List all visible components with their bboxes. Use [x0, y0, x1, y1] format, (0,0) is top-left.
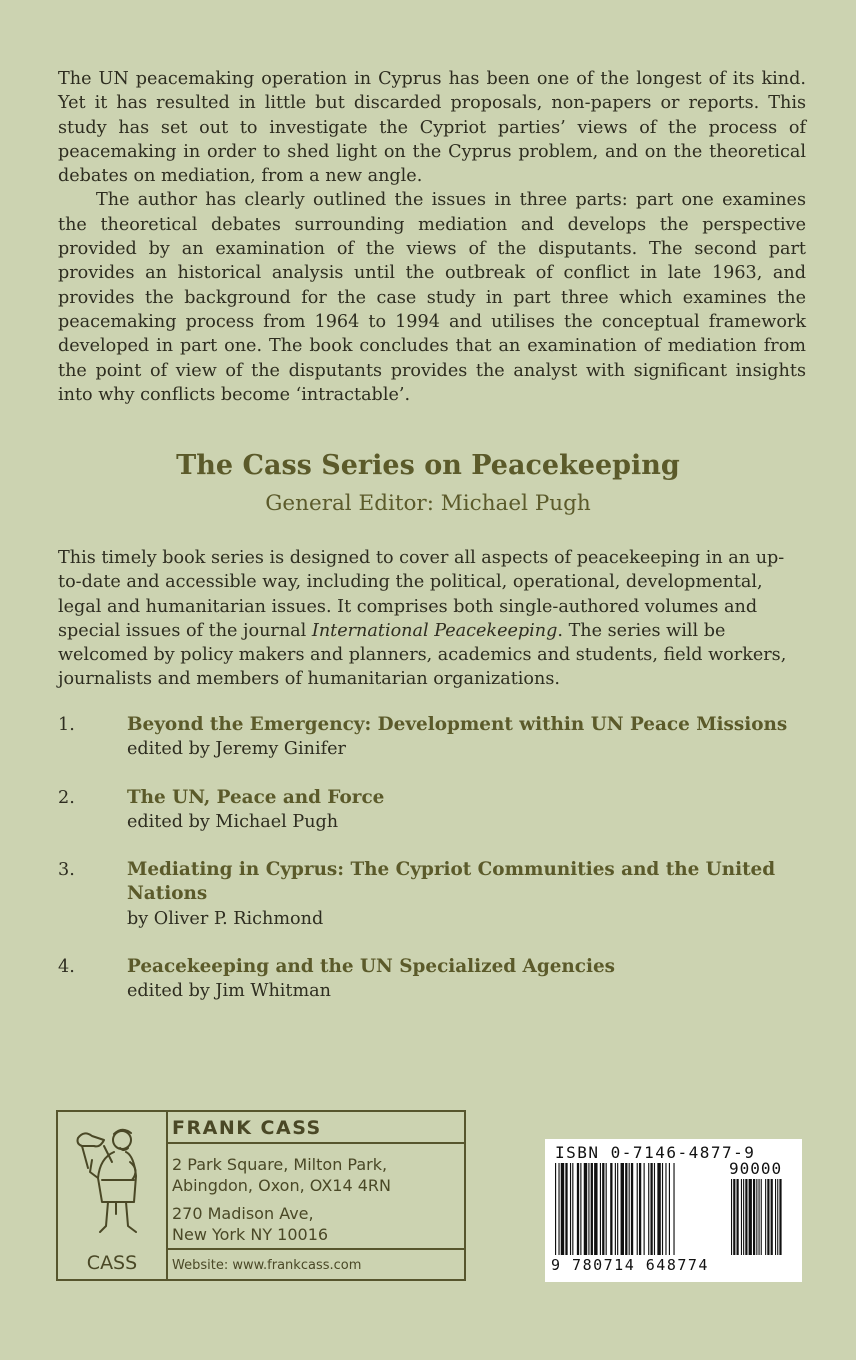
address-line: 2 Park Square, Milton Park,	[172, 1155, 388, 1174]
barcode-bar	[615, 1163, 616, 1255]
barcode-addon-bar	[777, 1179, 778, 1255]
isbn-barcode	[545, 1139, 802, 1282]
barcode-bar	[639, 1163, 641, 1255]
barcode-bar	[650, 1163, 652, 1255]
list-item	[58, 786, 806, 835]
barcode-addon-bar	[775, 1179, 776, 1255]
barcode-bar	[584, 1163, 587, 1255]
blurb-paragraph-2: The author has clearly outlined the issues in three parts: part one examines the theoretical debates surrounding mediation and develops the perspective provided by an examination of the views of the disputants. The second part provides an historical analysis until the outbreak of conflict in late 1963, and provides the background for the case study in part three which examines the peacemaking process from 1964 to 1994 and utilises the conceptual framework developed in part one. The book concludes that an examination of mediation from the point of view of the disputants provides the analyst with significant insights into why conflicts become ‘intractable’.	[58, 190, 806, 405]
barcode-bar	[665, 1163, 666, 1255]
barcode-addon-digits: 90000	[729, 1159, 783, 1178]
barcode-bar	[558, 1163, 559, 1255]
barcode-bar	[631, 1163, 633, 1255]
barcode-addon-bar	[741, 1179, 742, 1255]
barcode-bar	[629, 1163, 630, 1255]
barcode-bar	[594, 1163, 597, 1255]
isbn-label: ISBN 0-7146-4877-9	[555, 1143, 756, 1162]
barcode-bar	[610, 1163, 612, 1255]
series-title: The Cass Series on Peacekeeping	[176, 450, 680, 481]
barcode-addon-bar	[745, 1179, 747, 1255]
publisher-logo	[58, 1112, 168, 1279]
book-credit: edited by Michael Pugh	[127, 811, 339, 832]
barcode-bar	[654, 1163, 655, 1255]
barcode-addon-bar	[759, 1179, 760, 1255]
address-line: 270 Madison Ave,	[172, 1204, 314, 1223]
barcode-addon-bar	[779, 1179, 781, 1255]
barcode-addon-bar	[761, 1179, 762, 1255]
list-item	[58, 858, 806, 931]
book-title: Beyond the Emergency: Development within UN Peace Missions	[127, 714, 788, 735]
publisher-box	[56, 1110, 466, 1281]
barcode-addon-bar	[731, 1179, 732, 1255]
barcode-bar	[572, 1163, 573, 1255]
barcode-addon-bar	[765, 1179, 766, 1255]
book-number: 3.	[58, 860, 75, 881]
barcode-bar	[577, 1163, 579, 1255]
book-number: 4.	[58, 957, 75, 978]
barcode-addon-bar	[749, 1179, 752, 1255]
book-credit: edited by Jim Whitman	[127, 981, 332, 1002]
barcode-bar	[648, 1163, 649, 1255]
blurb-paragraph-1: The UN peacemaking operation in Cyprus has been one of the longest of its kind. Yet it has resulted in little but discarded proposals, non-papers or reports. This study has set out to investigate the Cypriot parties’ views of the process of peacemaking in order to shed light on the Cyprus problem, and on the theoretical debates on mediation, from a new angle.	[58, 69, 806, 187]
barcode-bar	[555, 1163, 556, 1255]
publisher-website: Website: www.frankcass.com	[168, 1248, 464, 1279]
book-title: The UN, Peace and Force	[127, 786, 385, 808]
series-desc-after: . The series will be welcomed by policy makers and planners, academics and students, field workers, journalists and members of humanitarian organizations.	[58, 620, 787, 690]
book-credit: edited by Jeremy Ginifer	[127, 739, 346, 760]
barcode-bar	[600, 1163, 601, 1255]
barcode-bar	[621, 1163, 624, 1255]
barcode-bar	[602, 1163, 604, 1255]
series-description	[58, 546, 806, 692]
publisher-logo-text: CASS	[86, 1252, 138, 1274]
barcode-bar	[591, 1163, 593, 1255]
series-desc-before: This timely book series is designed to cover all aspects of peacekeeping in an up-to-date and accessible way, including the political, operational, developmental, legal and humanitarian issues. It comprises both single-authored volumes and special issues of the journal	[58, 548, 785, 641]
book-list	[58, 713, 806, 1028]
barcode-addon-bar	[737, 1179, 739, 1255]
book-title: Peacekeeping and the UN Specialized Agencies	[127, 956, 615, 978]
barcode-bar	[657, 1163, 660, 1255]
barcode-bar	[644, 1163, 645, 1255]
barcode-bar	[588, 1163, 589, 1255]
barcode-bar	[673, 1163, 674, 1255]
book-number: 2.	[58, 787, 75, 808]
barcode-digits: 9 780714 648774	[551, 1256, 709, 1274]
barcode-addon-bar	[756, 1179, 757, 1255]
list-item	[58, 955, 806, 1004]
barcode-addon-bar	[771, 1179, 773, 1255]
barcode-bar	[580, 1163, 581, 1255]
publisher-address-uk	[172, 1154, 391, 1196]
barcode-bar	[625, 1163, 627, 1255]
address-line: New York NY 10016	[172, 1225, 329, 1244]
barcode-addon-bar	[743, 1179, 744, 1255]
publisher-address-us	[172, 1203, 328, 1245]
book-number: 1.	[58, 715, 75, 735]
journal-name: International Peacekeeping	[311, 620, 558, 641]
back-cover-blurb	[58, 67, 806, 407]
barcode-addon-bar	[733, 1179, 735, 1255]
book-credit: by Oliver P. Richmond	[127, 908, 324, 929]
barcode-bar	[669, 1163, 670, 1255]
address-line: Abingdon, Oxon, OX14 4RN	[172, 1176, 392, 1195]
book-title: Mediating in Cyprus: The Cypriot Communities and the United Nations	[127, 859, 776, 905]
barcode-bar	[565, 1163, 567, 1255]
barcode-addon-bar	[753, 1179, 755, 1255]
barcode-bar	[561, 1163, 564, 1255]
publisher-name: FRANK CASS	[168, 1112, 464, 1144]
barcode-bar	[617, 1163, 618, 1255]
series-editor: General Editor: Michael Pugh	[265, 491, 591, 516]
barcode-bar	[637, 1163, 638, 1255]
barcode-bar	[570, 1163, 571, 1255]
barcode-bar	[662, 1163, 663, 1255]
barcode-addon-bar	[767, 1179, 769, 1255]
barcode-bar	[606, 1163, 607, 1255]
list-item	[58, 713, 806, 762]
scribe-figure-icon	[70, 1118, 154, 1246]
